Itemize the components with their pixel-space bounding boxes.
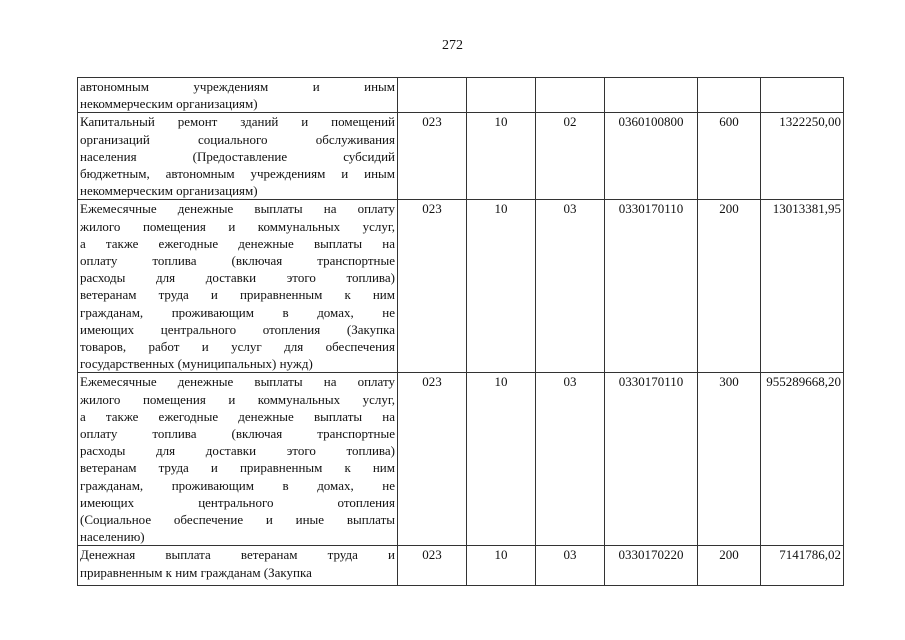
description-line: (Социальное обеспечение и иные выплаты bbox=[80, 512, 395, 528]
description-line: а также ежегодные денежные выплаты на bbox=[80, 408, 395, 424]
section-code-cell: 10 bbox=[467, 200, 536, 373]
description-line: населения (Предоставление субсидий bbox=[80, 148, 395, 164]
description-line: гражданам, проживающим в домах, не bbox=[80, 304, 395, 320]
section-code-cell bbox=[467, 78, 536, 113]
description-line: имеющих центрального отопления bbox=[80, 494, 395, 510]
description-line: населению) bbox=[80, 529, 145, 545]
description-line: ветеранам труда и приравненным к ним bbox=[80, 460, 395, 476]
table-row bbox=[78, 546, 844, 586]
description-line: некоммерческим организациям) bbox=[80, 183, 258, 199]
description-line: Ежемесячные денежные выплаты на оплату bbox=[80, 201, 395, 217]
description-line: товаров, работ и услуг для обеспечения bbox=[80, 339, 395, 355]
description-line: оплату топлива (включая транспортные bbox=[80, 426, 395, 442]
amount-cell: 955289668,20 bbox=[761, 373, 844, 546]
expense-type-code-cell: 200 bbox=[698, 200, 761, 373]
table-row bbox=[78, 373, 844, 546]
subsection-code-cell: 03 bbox=[536, 373, 605, 546]
table-row bbox=[78, 200, 844, 373]
row-description bbox=[78, 78, 398, 113]
description-line: жилого помещения и коммунальных услуг, bbox=[80, 391, 395, 407]
subsection-code-cell: 02 bbox=[536, 113, 605, 200]
table-row bbox=[78, 78, 844, 113]
budget-table bbox=[77, 77, 844, 586]
description-line: ветеранам труда и приравненным к ним bbox=[80, 287, 395, 303]
row-description bbox=[78, 546, 398, 586]
description-line: Денежная выплата ветеранам труда и bbox=[80, 547, 395, 563]
subsection-code-cell: 03 bbox=[536, 200, 605, 373]
description-line: гражданам, проживающим в домах, не bbox=[80, 477, 395, 493]
description-line: оплату топлива (включая транспортные bbox=[80, 253, 395, 269]
ved-code-cell bbox=[398, 78, 467, 113]
ved-code-cell: 023 bbox=[398, 113, 467, 200]
description-line: бюджетным, автономным учреждениям и иным bbox=[80, 166, 395, 182]
description-line: приравненным к ним гражданам (Закупка bbox=[80, 564, 312, 580]
description-line: расходы для доставки этого топлива) bbox=[80, 443, 395, 459]
description-line: расходы для доставки этого топлива) bbox=[80, 270, 395, 286]
row-description bbox=[78, 373, 398, 546]
section-code-cell: 10 bbox=[467, 113, 536, 200]
expense-type-code-cell bbox=[698, 78, 761, 113]
expense-type-code-cell: 600 bbox=[698, 113, 761, 200]
ved-code-cell: 023 bbox=[398, 546, 467, 586]
section-code-cell: 10 bbox=[467, 373, 536, 546]
description-line: Ежемесячные денежные выплаты на оплату bbox=[80, 374, 395, 390]
subsection-code-cell: 03 bbox=[536, 546, 605, 586]
page-number: 272 bbox=[442, 38, 463, 53]
target-article-code-cell: 0330170220 bbox=[605, 546, 698, 586]
amount-cell: 13013381,95 bbox=[761, 200, 844, 373]
expense-type-code-cell: 200 bbox=[698, 546, 761, 586]
description-line: государственных (муниципальных) нужд) bbox=[80, 356, 313, 372]
table-row bbox=[78, 113, 844, 200]
amount-cell bbox=[761, 78, 844, 113]
description-line: а также ежегодные денежные выплаты на bbox=[80, 235, 395, 251]
description-line: имеющих центрального отопления (Закупка bbox=[80, 321, 395, 337]
ved-code-cell: 023 bbox=[398, 200, 467, 373]
ved-code-cell: 023 bbox=[398, 373, 467, 546]
expense-type-code-cell: 300 bbox=[698, 373, 761, 546]
amount-cell: 7141786,02 bbox=[761, 546, 844, 586]
row-description bbox=[78, 200, 398, 373]
description-line: некоммерческим организациям) bbox=[80, 96, 258, 112]
subsection-code-cell bbox=[536, 78, 605, 113]
description-line: Капитальный ремонт зданий и помещений bbox=[80, 114, 395, 130]
description-line: автономным учреждениям и иным bbox=[80, 79, 395, 94]
description-line: организаций социального обслуживания bbox=[80, 131, 395, 147]
target-article-code-cell: 0330170110 bbox=[605, 200, 698, 373]
target-article-code-cell bbox=[605, 78, 698, 113]
target-article-code-cell: 0360100800 bbox=[605, 113, 698, 200]
amount-cell: 1322250,00 bbox=[761, 113, 844, 200]
row-description bbox=[78, 113, 398, 200]
section-code-cell: 10 bbox=[467, 546, 536, 586]
target-article-code-cell: 0330170110 bbox=[605, 373, 698, 546]
description-line: жилого помещения и коммунальных услуг, bbox=[80, 218, 395, 234]
